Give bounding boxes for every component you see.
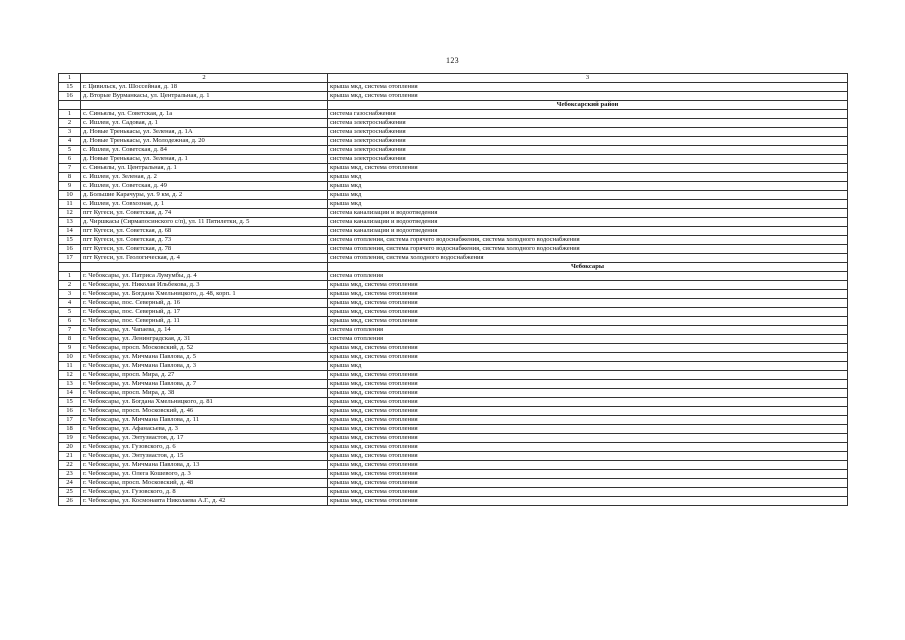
- row-number: 14: [59, 389, 81, 398]
- row-number: 10: [59, 353, 81, 362]
- row-work: крыша мкд, система отопления: [328, 443, 848, 452]
- row-address: г. Чебоксары, ул. Чапаева, д. 14: [81, 326, 328, 335]
- header-cell-work: 3: [328, 74, 848, 83]
- table-row: [59, 389, 848, 398]
- row-number: 23: [59, 470, 81, 479]
- table-row: [59, 398, 848, 407]
- row-address: г. Чебоксары, ул. Богдана Хмельницкого, д. 48, корп. 1: [81, 290, 328, 299]
- section-number-cell: [59, 263, 81, 272]
- row-number: 21: [59, 452, 81, 461]
- row-address: г. Чебоксары, пос. Северный, д. 16: [81, 299, 328, 308]
- row-work: крыша мкд, система отопления: [328, 353, 848, 362]
- table-row: [59, 83, 848, 92]
- row-number: 7: [59, 326, 81, 335]
- row-work: система отопления: [328, 326, 848, 335]
- table-row: [59, 470, 848, 479]
- row-number: 8: [59, 173, 81, 182]
- row-work: крыша мкд: [328, 191, 848, 200]
- row-number: 20: [59, 443, 81, 452]
- row-number: 11: [59, 200, 81, 209]
- table-row: [59, 155, 848, 164]
- row-address: с. Ишлеи, ул. Зеленая, д. 2: [81, 173, 328, 182]
- row-number: 9: [59, 344, 81, 353]
- row-work: система электроснабжения: [328, 119, 848, 128]
- row-work: крыша мкд, система отопления: [328, 488, 848, 497]
- row-address: г. Чебоксары, ул. Мичмана Павлова, д. 13: [81, 461, 328, 470]
- table-row: [59, 245, 848, 254]
- row-address: г. Чебоксары, ул. Олега Кошевого, д. 3: [81, 470, 328, 479]
- row-work: система отопления, система горячего водоснабжения, система холодного водоснабжения: [328, 245, 848, 254]
- table-row: [59, 461, 848, 470]
- table-row: [59, 497, 848, 506]
- row-number: 6: [59, 317, 81, 326]
- row-work: крыша мкд, система отопления: [328, 380, 848, 389]
- row-address: г. Чебоксары, ул. Энтузиастов, д. 15: [81, 452, 328, 461]
- row-work: система газоснабжения: [328, 110, 848, 119]
- row-address: с. Синьялы, ул. Центральная, д. 1: [81, 164, 328, 173]
- table-row: [59, 182, 848, 191]
- row-number: 22: [59, 461, 81, 470]
- row-work: система канализации и водоотведения: [328, 227, 848, 236]
- row-address: г. Чебоксары, ул. Богдана Хмельницкого, д. 81: [81, 398, 328, 407]
- row-work: крыша мкд, система отопления: [328, 281, 848, 290]
- table-row: [59, 452, 848, 461]
- row-number: 2: [59, 281, 81, 290]
- row-work: крыша мкд, система отопления: [328, 398, 848, 407]
- row-address: г. Чебоксары, просп. Мира, д. 38: [81, 389, 328, 398]
- row-address: г. Чебоксары, ул. Афанасьева, д. 3: [81, 425, 328, 434]
- row-address: д. Большие Карачуры, ул. 9 км, д. 2: [81, 191, 328, 200]
- row-number: 10: [59, 191, 81, 200]
- works-table: [58, 73, 848, 506]
- table-row: [59, 173, 848, 182]
- table-row: [59, 380, 848, 389]
- section-title: Чебоксары: [328, 263, 848, 272]
- table-row: [59, 299, 848, 308]
- table-row: [59, 479, 848, 488]
- table-row: [59, 200, 848, 209]
- table-row: [59, 191, 848, 200]
- row-address: г. Чебоксары, просп. Московский, д. 46: [81, 407, 328, 416]
- row-address: г. Чебоксары, ул. Мичмана Павлова, д. 11: [81, 416, 328, 425]
- row-number: 5: [59, 146, 81, 155]
- row-address: г. Чебоксары, ул. Патриса Лумумбы, д. 4: [81, 272, 328, 281]
- table-row: [59, 137, 848, 146]
- table-row: [59, 488, 848, 497]
- row-address: г. Чебоксары, ул. Мичмана Павлова, д. 7: [81, 380, 328, 389]
- row-number: 16: [59, 92, 81, 101]
- table-row: [59, 281, 848, 290]
- table-row: [59, 353, 848, 362]
- row-address: д. Новые Тренькасы, ул. Молодежная, д. 20: [81, 137, 328, 146]
- table-body: [59, 74, 848, 506]
- row-work: система канализации и водоотведения: [328, 209, 848, 218]
- row-number: 15: [59, 83, 81, 92]
- row-address: пгт Кугеси, ул. Советская, д. 73: [81, 236, 328, 245]
- row-number: 18: [59, 425, 81, 434]
- row-work: крыша мкд: [328, 173, 848, 182]
- row-work: крыша мкд, система отопления: [328, 290, 848, 299]
- row-address: с. Ишлеи, ул. Садовая, д. 1: [81, 119, 328, 128]
- row-work: крыша мкд: [328, 362, 848, 371]
- row-work: система канализации и водоотведения: [328, 218, 848, 227]
- row-number: 6: [59, 155, 81, 164]
- row-number: 12: [59, 371, 81, 380]
- table-row: [59, 326, 848, 335]
- table-row: [59, 371, 848, 380]
- row-address: д. Вторые Вурманкасы, ул. Центральная, д. 1: [81, 92, 328, 101]
- table-row: [59, 110, 848, 119]
- row-number: 3: [59, 128, 81, 137]
- row-number: 16: [59, 245, 81, 254]
- row-number: 13: [59, 218, 81, 227]
- row-address: д. Новые Тренькасы, ул. Зеленая, д. 1: [81, 155, 328, 164]
- row-number: 9: [59, 182, 81, 191]
- header-cell-address: 2: [81, 74, 328, 83]
- row-number: 8: [59, 335, 81, 344]
- row-number: 24: [59, 479, 81, 488]
- row-address: г. Чебоксары, ул. Космонавта Николаева А.Г., д. 42: [81, 497, 328, 506]
- row-work: система электроснабжения: [328, 146, 848, 155]
- row-work: крыша мкд, система отопления: [328, 434, 848, 443]
- row-number: 25: [59, 488, 81, 497]
- row-address: г. Чебоксары, ул. Мичмана Павлова, д. 3: [81, 362, 328, 371]
- row-address: г. Чебоксары, ул. Ленинградская, д. 31: [81, 335, 328, 344]
- header-row: [59, 74, 848, 83]
- table-row: [59, 119, 848, 128]
- row-address: г. Чебоксары, просп. Московский, д. 52: [81, 344, 328, 353]
- table-row: [59, 227, 848, 236]
- section-row: [59, 263, 848, 272]
- row-work: крыша мкд, система отопления: [328, 479, 848, 488]
- row-address: д. Новые Тренькасы, ул. Зеленая, д. 1А: [81, 128, 328, 137]
- row-address: г. Чебоксары, ул. Энтузиастов, д. 17: [81, 434, 328, 443]
- table-row: [59, 416, 848, 425]
- row-work: система отопления: [328, 335, 848, 344]
- row-work: крыша мкд, система отопления: [328, 407, 848, 416]
- row-work: крыша мкд, система отопления: [328, 308, 848, 317]
- row-work: система электроснабжения: [328, 137, 848, 146]
- row-number: 14: [59, 227, 81, 236]
- page-number: 123: [446, 56, 459, 65]
- row-number: 4: [59, 299, 81, 308]
- row-number: 7: [59, 164, 81, 173]
- row-address: г. Цивильск, ул. Шоссейная, д. 18: [81, 83, 328, 92]
- row-address: д. Чиршкасы (Сирмапосинского с/п), ул. 11 Пятилетки, д. 5: [81, 218, 328, 227]
- table-row: [59, 308, 848, 317]
- section-row: [59, 101, 848, 110]
- row-address: г. Чебоксары, просп. Московский, д. 48: [81, 479, 328, 488]
- row-work: система электроснабжения: [328, 128, 848, 137]
- table-row: [59, 236, 848, 245]
- row-address: г. Чебоксары, пос. Северный, д. 17: [81, 308, 328, 317]
- table-row: [59, 407, 848, 416]
- row-address: с. Ишлеи, ул. Советская, д. 49: [81, 182, 328, 191]
- row-number: 15: [59, 236, 81, 245]
- table-row: [59, 317, 848, 326]
- table-row: [59, 218, 848, 227]
- row-work: крыша мкд, система отопления: [328, 344, 848, 353]
- row-number: 17: [59, 254, 81, 263]
- section-address-cell: [81, 263, 328, 272]
- row-number: 13: [59, 380, 81, 389]
- row-work: крыша мкд, система отопления: [328, 83, 848, 92]
- row-number: 15: [59, 398, 81, 407]
- row-address: г. Чебоксары, ул. Николая Ильбекова, д. 3: [81, 281, 328, 290]
- table-row: [59, 443, 848, 452]
- row-address: пгт Кугеси, ул. Советская, д. 74: [81, 209, 328, 218]
- row-address: г. Чебоксары, ул. Мичмана Павлова, д. 5: [81, 353, 328, 362]
- row-work: крыша мкд, система отопления: [328, 389, 848, 398]
- row-number: 17: [59, 416, 81, 425]
- row-work: крыша мкд, система отопления: [328, 317, 848, 326]
- row-address: с. Синьялы, ул. Советская, д. 1а: [81, 110, 328, 119]
- table-row: [59, 164, 848, 173]
- table-row: [59, 434, 848, 443]
- table-row: [59, 425, 848, 434]
- row-address: г. Чебоксары, ул. Гузовского, д. 8: [81, 488, 328, 497]
- table-row: [59, 362, 848, 371]
- row-number: 3: [59, 290, 81, 299]
- table-row: [59, 128, 848, 137]
- row-address: с. Ишлеи, ул. Совхозная, д. 1: [81, 200, 328, 209]
- row-address: пгт Кугеси, ул. Геологическая, д. 4: [81, 254, 328, 263]
- row-number: 16: [59, 407, 81, 416]
- row-work: крыша мкд, система отопления: [328, 416, 848, 425]
- row-address: г. Чебоксары, ул. Гузовского, д. 6: [81, 443, 328, 452]
- table-row: [59, 344, 848, 353]
- row-number: 2: [59, 119, 81, 128]
- section-title: Чебоксарский район: [328, 101, 848, 110]
- row-number: 4: [59, 137, 81, 146]
- row-work: крыша мкд, система отопления: [328, 425, 848, 434]
- row-number: 12: [59, 209, 81, 218]
- row-number: 11: [59, 362, 81, 371]
- row-work: крыша мкд, система отопления: [328, 92, 848, 101]
- table-row: [59, 146, 848, 155]
- row-work: крыша мкд, система отопления: [328, 497, 848, 506]
- table-row: [59, 272, 848, 281]
- row-work: система отопления: [328, 272, 848, 281]
- row-work: система отопления, система холодного водоснабжения: [328, 254, 848, 263]
- row-work: крыша мкд, система отопления: [328, 371, 848, 380]
- row-work: крыша мкд, система отопления: [328, 470, 848, 479]
- section-number-cell: [59, 101, 81, 110]
- row-work: система отопления, система горячего водоснабжения, система холодного водоснабжения: [328, 236, 848, 245]
- row-address: пгт Кугеси, ул. Советская, д. 68: [81, 227, 328, 236]
- row-work: крыша мкд: [328, 200, 848, 209]
- row-address: пгт Кугеси, ул. Советская, д. 78: [81, 245, 328, 254]
- row-number: 5: [59, 308, 81, 317]
- row-address: с. Ишлеи, ул. Советская, д. 84: [81, 146, 328, 155]
- table-row: [59, 209, 848, 218]
- row-work: крыша мкд, система отопления: [328, 461, 848, 470]
- table-row: [59, 335, 848, 344]
- table-row: [59, 254, 848, 263]
- table-row: [59, 92, 848, 101]
- row-number: 1: [59, 272, 81, 281]
- header-cell-number: 1: [59, 74, 81, 83]
- section-address-cell: [81, 101, 328, 110]
- row-number: 26: [59, 497, 81, 506]
- row-work: крыша мкд: [328, 182, 848, 191]
- table-row: [59, 290, 848, 299]
- row-work: система электроснабжения: [328, 155, 848, 164]
- row-work: крыша мкд, система отопления: [328, 299, 848, 308]
- row-number: 19: [59, 434, 81, 443]
- row-work: крыша мкд, система отопления: [328, 164, 848, 173]
- row-number: 1: [59, 110, 81, 119]
- row-address: г. Чебоксары, пос. Северный, д. 11: [81, 317, 328, 326]
- row-address: г. Чебоксары, просп. Мира, д. 27: [81, 371, 328, 380]
- row-work: крыша мкд, система отопления: [328, 452, 848, 461]
